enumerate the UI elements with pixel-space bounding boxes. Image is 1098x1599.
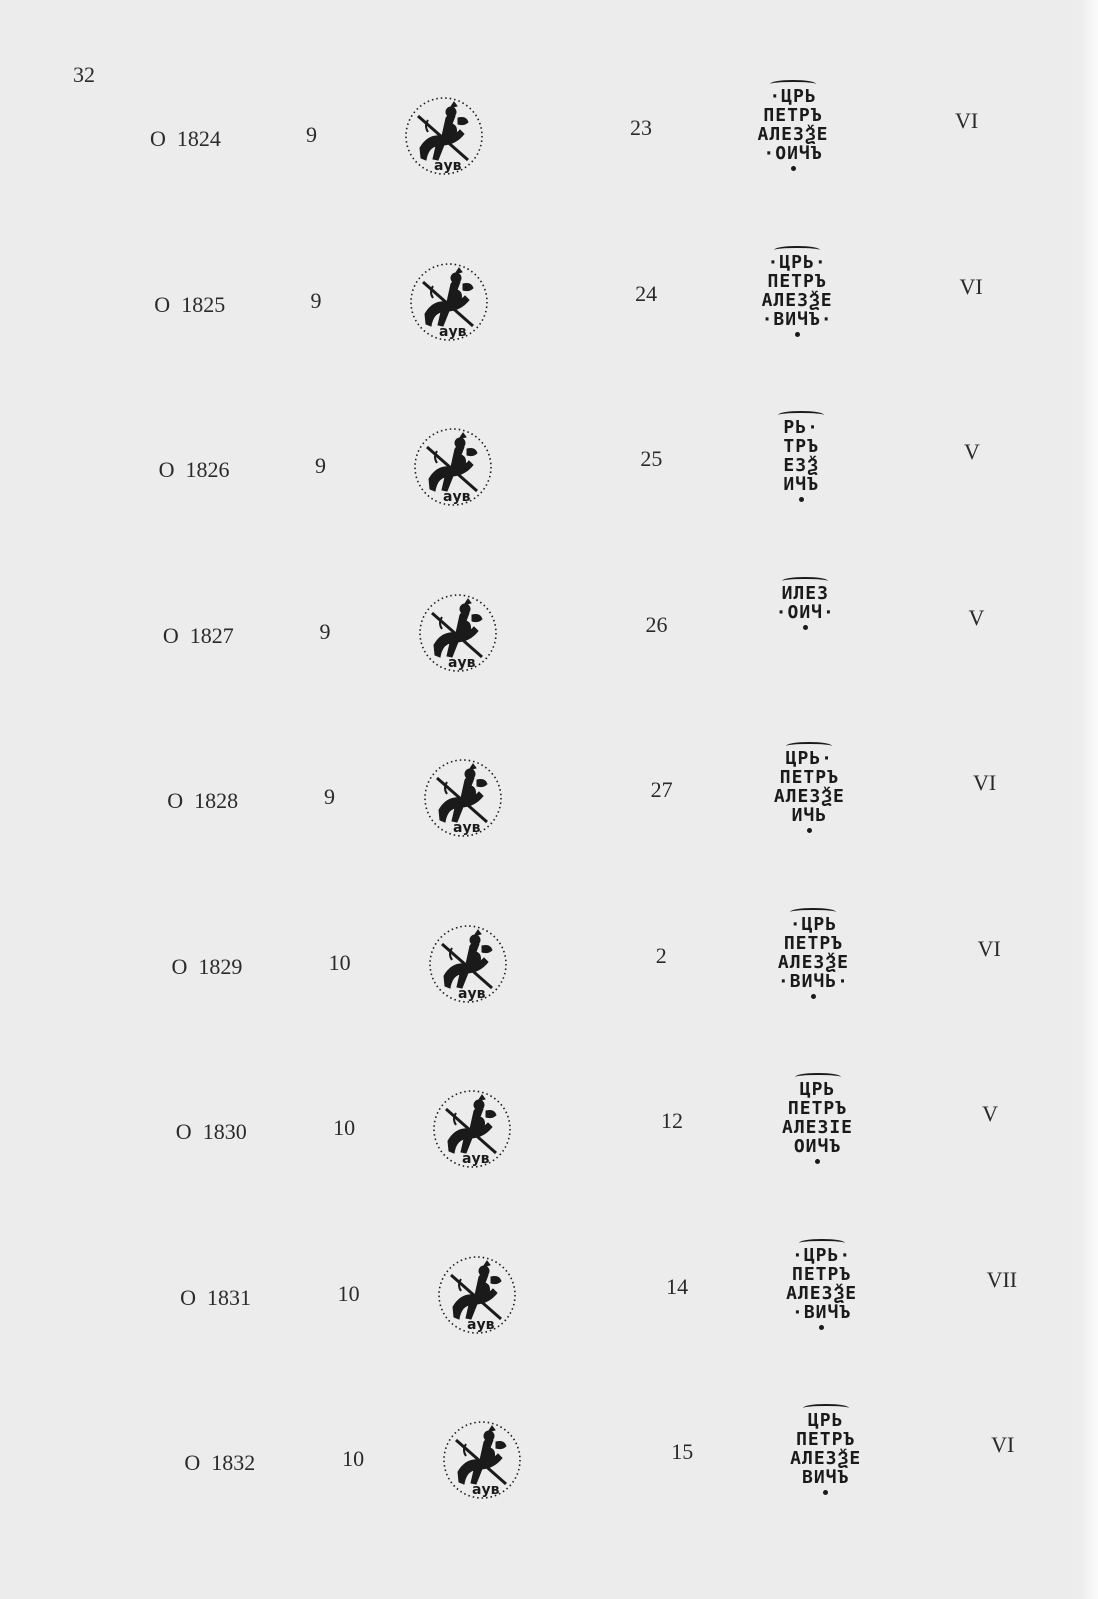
inscription-dot	[795, 332, 800, 337]
inscription-dot	[815, 1159, 820, 1164]
inscription-line: ВИЧЪ	[801, 1467, 850, 1488]
reverse-inscription	[757, 1239, 887, 1330]
reverse-die-number: 24	[635, 280, 658, 306]
catalog-number	[167, 788, 238, 814]
inscription-line: ·ВИЧЪ	[792, 1301, 852, 1323]
inscription-line: ·ВИЧЬ·	[777, 970, 849, 992]
obverse-image	[412, 587, 504, 679]
catalog-number	[172, 954, 243, 980]
inscription-dot	[803, 625, 808, 630]
catalog-item-number: 1824	[176, 126, 221, 151]
inscription-line: ·ЦРЬ·	[792, 1244, 852, 1266]
catalog-item-number: 1831	[206, 1284, 251, 1310]
obverse-image	[417, 752, 509, 844]
svg-text:аув: аув	[467, 1316, 495, 1333]
inscription-line: ОИЧЪ	[793, 1136, 842, 1157]
inscription-line: ПЕТРЪ	[767, 270, 827, 292]
inscription-line: ·ОИЧЪ	[763, 143, 823, 164]
catalog-item-number: 1830	[202, 1119, 247, 1144]
obverse-die-number: 10	[337, 1280, 360, 1306]
catalog-number	[150, 126, 221, 152]
inscription-line: ·ОИЧ·	[775, 601, 835, 623]
inscription-line: ·ЦРЬ	[789, 913, 838, 935]
reverse-inscription	[753, 1073, 883, 1164]
catalog-series-letter: O	[158, 457, 175, 482]
catalog-item-number: 1828	[194, 788, 239, 813]
inscription-dot	[811, 994, 816, 999]
rarity-grade: VI	[977, 935, 1001, 961]
inscription-line: АЛЕЗѮЕ	[773, 786, 845, 807]
inscription-dot	[799, 497, 804, 502]
inscription-dot	[819, 1325, 824, 1330]
obverse-image	[403, 256, 495, 348]
reverse-die-number: 27	[650, 777, 673, 802]
svg-text:аув: аув	[452, 820, 481, 836]
inscription-line: ПЕТРЪ	[779, 767, 839, 788]
obverse-die-number: 9	[306, 122, 317, 147]
inscription-line: ЦРЬ	[799, 1079, 836, 1100]
inscription-dot	[823, 1490, 828, 1495]
catalog-number	[163, 623, 234, 649]
obverse-image	[436, 1414, 528, 1506]
inscription-line: ЦРЬ	[807, 1410, 844, 1431]
reverse-die-number: 26	[645, 611, 668, 637]
inscription-line: АЛЕЗѮЕ	[790, 1448, 862, 1469]
catalog-item-number: 1832	[211, 1450, 256, 1475]
reverse-inscription	[728, 80, 858, 171]
inscription-line: ПЕТРЪ	[763, 105, 823, 126]
catalog-series-letter: O	[171, 953, 188, 979]
obverse-die-number: 10	[328, 949, 351, 975]
catalog-number	[176, 1119, 247, 1145]
inscription-line: ·ВИЧЪ·	[761, 308, 833, 330]
reverse-die-number: 25	[640, 446, 663, 471]
inscription-line: РЬ·	[783, 417, 819, 438]
svg-text:аув: аув	[443, 489, 471, 505]
inscription-line: ПЕТРЪ	[783, 932, 844, 954]
obverse-die-number: 10	[333, 1115, 356, 1140]
catalog-series-letter: O	[175, 1119, 192, 1144]
inscription-line: ИЧЪ	[783, 474, 819, 495]
inscription-line: ·ЦРЬ·	[767, 251, 827, 273]
catalog-number	[154, 292, 225, 318]
inscription-line: АЛЕЗѮЕ	[757, 124, 829, 145]
reverse-inscription	[744, 742, 874, 833]
reverse-die-number: 15	[671, 1439, 694, 1464]
inscription-line: ИЧЬ	[791, 805, 828, 826]
reverse-inscription	[748, 908, 878, 999]
inscription-line: ИЛЕЗ	[781, 582, 829, 604]
catalog-item-number: 1825	[181, 291, 226, 317]
rarity-grade: VI	[991, 1432, 1015, 1457]
catalog-number	[184, 1450, 255, 1476]
obverse-image	[431, 1249, 523, 1341]
catalog-number	[180, 1285, 251, 1311]
inscription-dot	[791, 166, 796, 171]
catalog-series-letter: O	[184, 1450, 201, 1475]
svg-text:аув: аув	[462, 1151, 490, 1167]
reverse-inscription	[740, 577, 870, 630]
reverse-die-number: 12	[660, 1108, 683, 1133]
rarity-grade: VI	[955, 108, 979, 133]
rarity-grade: V	[964, 439, 980, 464]
page-edge-shadow	[1078, 0, 1098, 1599]
obverse-image	[426, 1083, 518, 1175]
catalog-item-number: 1829	[198, 953, 243, 979]
catalog-series-letter: O	[150, 126, 166, 151]
reverse-die-number: 23	[630, 115, 652, 140]
obverse-die-number: 9	[324, 784, 336, 809]
svg-text:аув: аув	[471, 1482, 500, 1498]
catalog-series-letter: O	[154, 291, 171, 317]
obverse-die-number: 9	[319, 618, 331, 644]
reverse-die-number: 2	[655, 942, 667, 968]
svg-text:аув: аув	[434, 158, 462, 174]
catalog-series-letter: O	[167, 788, 184, 813]
catalog-series-letter: O	[180, 1284, 196, 1310]
page-number: 32	[73, 62, 95, 87]
obverse-image	[407, 421, 499, 513]
inscription-line: ЕЗѮ	[783, 455, 819, 476]
rarity-grade: VII	[986, 1266, 1018, 1292]
rarity-grade: VI	[973, 770, 997, 795]
rarity-grade: V	[982, 1101, 998, 1126]
inscription-line: ·ЦРЬ	[769, 86, 817, 107]
inscription-line: АЛЕЗѮЕ	[786, 1282, 858, 1304]
svg-text:аув: аув	[457, 985, 486, 1002]
catalog-number	[159, 457, 230, 483]
inscription-dot	[807, 828, 812, 833]
inscription-line: АЛЕЗІЕ	[781, 1117, 854, 1138]
reverse-inscription	[761, 1404, 891, 1495]
svg-text:аув: аув	[438, 323, 467, 340]
obverse-image	[422, 918, 514, 1010]
inscription-line: ПЕТРЪ	[792, 1263, 852, 1285]
reverse-inscription	[732, 246, 862, 337]
reverse-die-number: 14	[666, 1273, 689, 1299]
obverse-die-number: 9	[310, 287, 322, 313]
reverse-inscription	[736, 411, 866, 502]
rarity-grade: VI	[959, 273, 983, 299]
obverse-die-number: 9	[315, 453, 327, 478]
inscription-line: ПЕТРЪ	[787, 1098, 848, 1119]
inscription-line: ПЕТРЪ	[796, 1429, 856, 1450]
obverse-image	[398, 90, 490, 182]
inscription-line: АЛЕЗѮЕ	[761, 289, 833, 311]
obverse-die-number: 10	[342, 1446, 365, 1471]
inscription-line: ТРЪ	[783, 436, 819, 457]
rarity-grade: V	[968, 604, 985, 630]
inscription-line: АЛЕЗѮЕ	[777, 951, 849, 973]
svg-text:аув: аув	[448, 654, 476, 671]
inscription-line: ЦРЬ·	[785, 748, 833, 769]
catalog-series-letter: O	[162, 622, 179, 648]
catalog-item-number: 1826	[185, 457, 230, 482]
catalog-item-number: 1827	[189, 622, 234, 648]
